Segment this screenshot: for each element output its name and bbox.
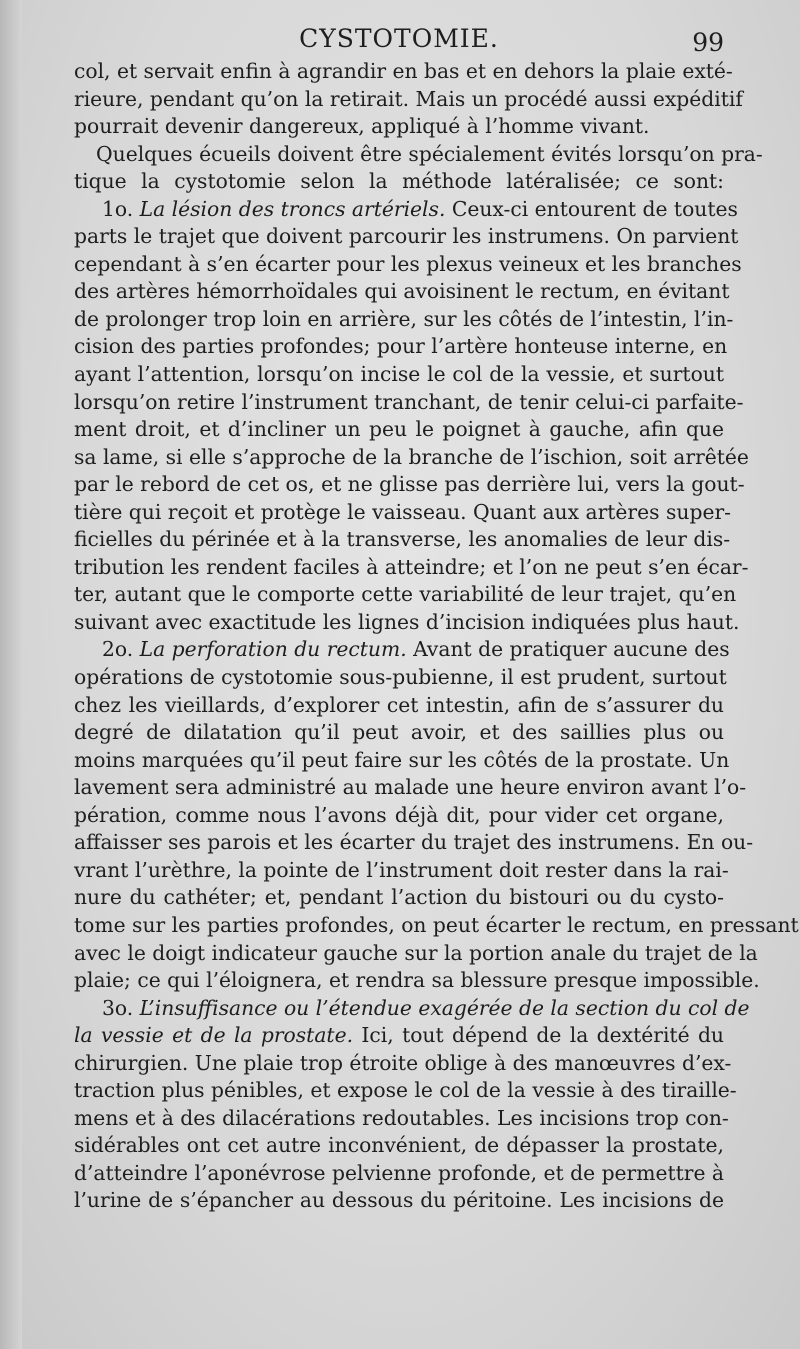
page-gutter-shadow xyxy=(0,0,22,1349)
text-line: avec le doigt indicateur gauche sur la portion anale du trajet de la xyxy=(74,940,758,965)
text-line: rieure, pendant qu’on la retirait. Mais un procédé aussi expéditif xyxy=(74,86,743,111)
text-line: lorsqu’on retire l’instrument tranchant, de tenir celui-ci parfaite- xyxy=(74,389,744,414)
text-line: sidérables ont cet autre inconvénient, de dépasser la prostate, xyxy=(74,1133,724,1158)
text-line: des artères hémorrhoïdales qui avoisinent le rectum, en évitant xyxy=(74,279,730,304)
text-line: cision des parties profondes; pour l’artère honteuse interne, en xyxy=(74,334,728,359)
text-line: affaisser ses parois et les écarter du trajet des instrumens. En ou- xyxy=(74,830,754,855)
body-text xyxy=(74,58,799,1215)
text-line: Quelques écueils doivent être spécialement évités lorsqu’on pra- xyxy=(96,141,763,166)
page-number: 99 xyxy=(692,28,724,57)
text-line: ment droit, et d’incliner un peu le poignet à gauche, afin que xyxy=(74,417,724,442)
page-header xyxy=(74,22,724,62)
text-line: tière qui reçoit et protège le vaisseau. Quant aux artères super- xyxy=(74,499,731,524)
text-line: l’urine de s’épancher au dessous du péritoine. Les incisions de xyxy=(74,1188,724,1213)
text-line: d’atteindre l’aponévrose pelvienne profonde, et de permettre à xyxy=(74,1160,725,1185)
text-line: mens et à des dilacérations redoutables. Les incisions trop con- xyxy=(74,1105,729,1130)
text-line: ayant l’attention, lorsqu’on incise le col de la vessie, et surtout xyxy=(74,362,724,387)
text-line: vrant l’urèthre, la pointe de l’instrument doit rester dans la rai- xyxy=(74,857,729,882)
line-remainder: Avant de pratiquer aucune des xyxy=(406,637,730,662)
line-remainder: Ceux-ci entourent de toutes xyxy=(445,196,738,221)
text-line: suivant avec exactitude les lignes d’incision indiquées plus haut. xyxy=(74,609,740,634)
text-line xyxy=(74,636,730,664)
section-number: 2o. xyxy=(102,637,140,662)
text-line: pération, comme nous l’avons déjà dit, pour vider cet organe, xyxy=(74,802,724,827)
section-heading-italic: La perforation du rectum. xyxy=(139,637,407,662)
text-line: sa lame, si elle s’approche de la branche de l’ischion, soit arrêtée xyxy=(74,444,749,469)
text-line: tribution les rendent faciles à atteindre; et l’on ne peut s’en écar- xyxy=(74,554,749,579)
text-line xyxy=(74,995,750,1023)
text-line: pourrait devenir dangereux, appliqué à l’homme vivant. xyxy=(74,114,650,139)
text-line: ficielles du périnée et à la transverse, les anomalies de leur dis- xyxy=(74,527,731,552)
section-number: 1o. xyxy=(102,196,140,221)
text-line: traction plus pénibles, et expose le col de la vessie à des tiraille- xyxy=(74,1078,737,1103)
text-line: moins marquées qu’il peut faire sur les côtés de la prostate. Un xyxy=(74,747,730,772)
text-line: de prolonger trop loin en arrière, sur les côtés de l’intestin, l’in- xyxy=(74,306,734,331)
running-title: CYSTOTOMIE. xyxy=(299,24,499,53)
text-line: chez les vieillards, d’explorer cet intestin, afin de s’assurer du xyxy=(74,692,724,717)
text-line: tique la cystotomie selon la méthode latéralisée; ce sont: xyxy=(74,169,724,194)
text-line: chirurgien. Une plaie trop étroite oblige à des manœuvres d’ex- xyxy=(74,1050,732,1075)
section-number: 3o. xyxy=(102,995,140,1020)
text-line: par le rebord de cet os, et ne glisse pas derrière lui, vers la gout- xyxy=(74,472,745,497)
text-line: cependant à s’en écarter pour les plexus veineux et les branches xyxy=(74,251,742,276)
text-line: opérations de cystotomie sous-pubienne, il est prudent, surtout xyxy=(74,665,727,690)
text-line: parts le trajet que doivent parcourir les instrumens. On parvient xyxy=(74,224,739,249)
text-line: ter, autant que le comporte cette variabilité de leur trajet, qu’en xyxy=(74,582,737,607)
text-line: tome sur les parties profondes, on peut écarter le rectum, en pressant xyxy=(74,912,799,937)
section-heading-italic: La lésion des troncs artériels. xyxy=(139,196,446,221)
line-remainder: Ici, tout dépend de la dextérité du xyxy=(353,1023,724,1048)
text-line xyxy=(74,196,738,224)
text-line: degré de dilatation qu’il peut avoir, et des saillies plus ou xyxy=(74,720,724,745)
text-line: plaie; ce qui l’éloignera, et rendra sa blessure presque impossible. xyxy=(74,968,760,993)
text-line: nure du cathéter; et, pendant l’action du bistouri ou du cysto- xyxy=(74,885,724,910)
section-heading-italic: la vessie et de la prostate. xyxy=(74,1023,354,1048)
text-line: col, et servait enfin à agrandir en bas et en dehors la plaie exté- xyxy=(74,59,733,83)
text-line: lavement sera administré au malade une heure environ avant l’o- xyxy=(74,775,747,800)
text-line xyxy=(74,1022,724,1050)
section-heading-italic: L’insuffisance ou l’étendue exagérée de la section du col de xyxy=(139,995,750,1020)
